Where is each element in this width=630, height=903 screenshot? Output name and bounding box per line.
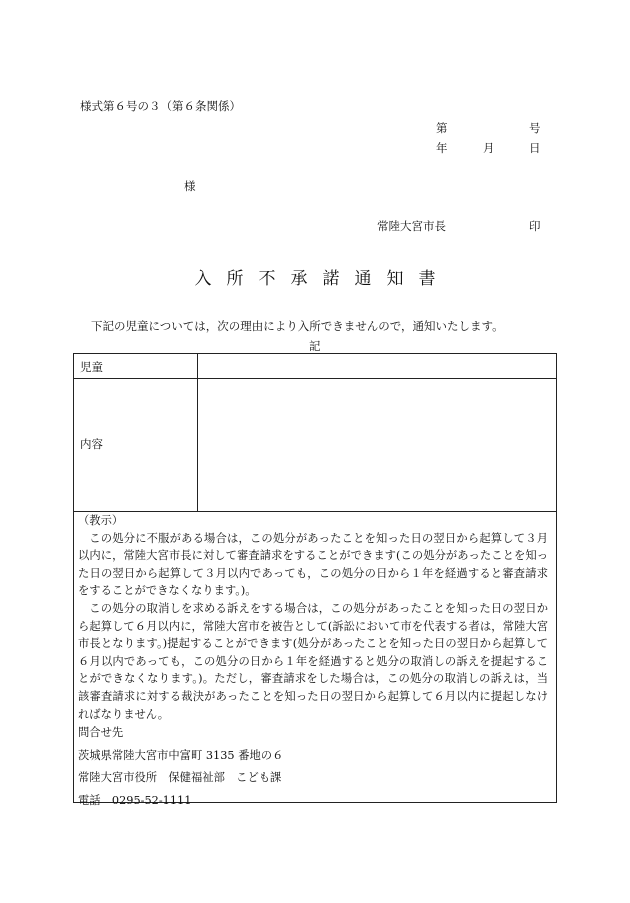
child-label: 児童: [80, 360, 103, 374]
doc-number-suffix: 号: [529, 121, 541, 135]
contact-address: 茨城県常陸大宮市中富町 3135 番地の６: [78, 748, 284, 762]
contact-phone: 電話 0295-52-1111: [78, 793, 192, 807]
row-divider: [74, 378, 556, 379]
doc-number-prefix: 第: [436, 121, 448, 135]
notice-paragraph-1: この処分に不服がある場合は，この処分があったことを知った日の翌日から起算して３月以内に，常陸大宮市長に対して審査請求をすることができます(この処分があったことを知った日の翌日から起算して３月以内であっても，この処分の日から１年を経過すると審査請求をすることができなくなります。)。: [78, 531, 548, 598]
document-title: 入所不承諾通知書: [194, 269, 451, 289]
form-number: 様式第６号の３（第６条関係）: [80, 99, 241, 113]
issuer-name: 常陸大宮市長: [377, 219, 446, 233]
notice-table: [73, 353, 557, 807]
date-year: 年: [436, 141, 448, 155]
date-day: 日: [529, 141, 541, 155]
contact-department: 常陸大宮市役所 保健福祉部 こども課: [78, 771, 282, 784]
contact-section: [78, 722, 283, 812]
content-label: 内容: [80, 437, 103, 451]
addressee-suffix: 様: [184, 179, 196, 193]
ki-label: 記: [309, 339, 321, 353]
notice-paragraph-2: この処分の取消しを求める訴えをする場合は，この処分があったことを知った日の翌日から起算して６月以内に，常陸大宮市を被告として(訴訟において市を代表する者は，常陸大宮市長となります。)提起することができます(処分があったことを知った日の翌日から起算して６月以内であっても，この処分の日から１年を経過すると処分の取消しの訴えを提起することができなくなります。)。ただし，審査請求をした場合は，この処分の取消しの訴えは，当該審査請求に対する裁決があったことを知った日の翌日から起算して６月以内に提起しなければなりません。: [78, 601, 548, 721]
notice-section: [78, 512, 548, 723]
date-month: 月: [483, 141, 495, 155]
intro-text: 下記の児童については，次の理由により入所できませんので，通知いたします。: [91, 319, 504, 333]
column-divider: [197, 354, 198, 511]
seal-mark: 印: [529, 219, 541, 233]
notice-heading: （教示）: [78, 514, 124, 527]
contact-heading: 問合せ先: [78, 726, 124, 739]
